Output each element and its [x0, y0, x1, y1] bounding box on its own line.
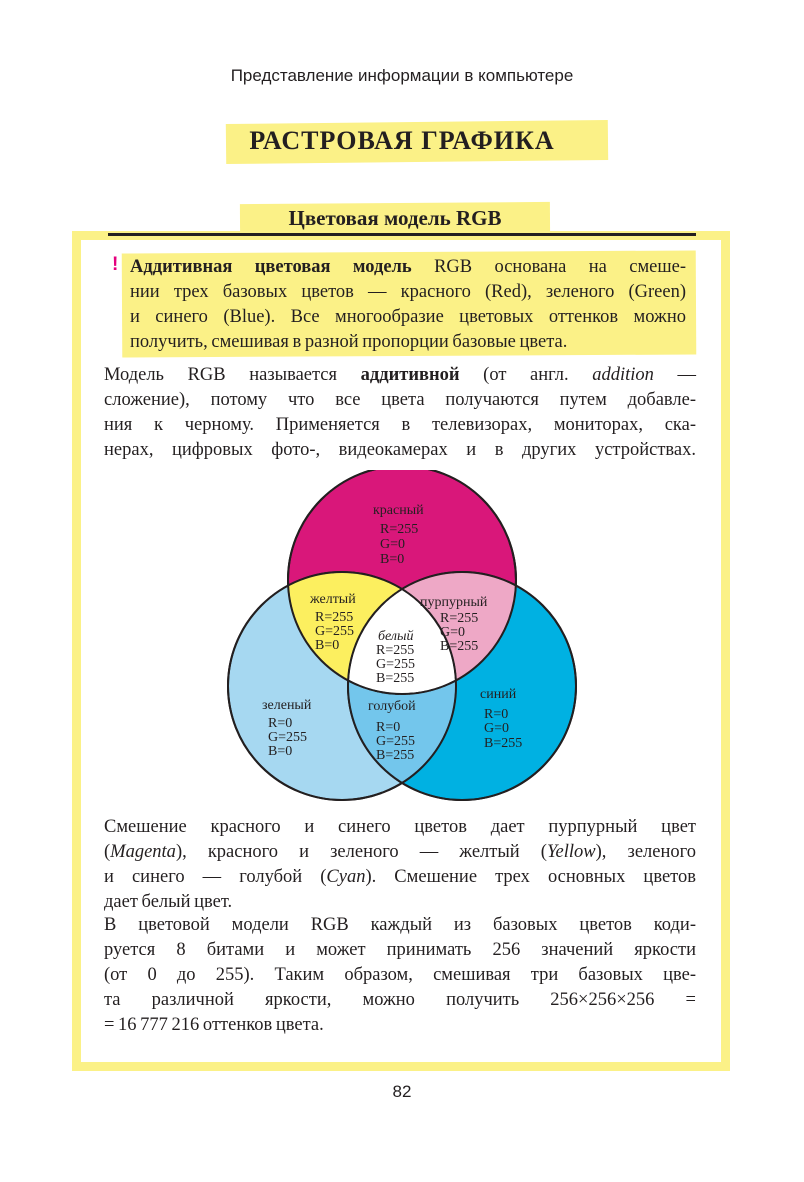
paragraph-line: сложение), потому что все цвета получаются путем добавле- — [104, 390, 696, 410]
italic-term: Yellow — [546, 842, 596, 862]
definition-line: и синего (Blue). Все многообразие цветовых оттенков можно — [130, 307, 686, 327]
bold-term: аддитивной — [360, 365, 460, 385]
magenta-label: пурпурный — [420, 595, 488, 610]
blue-g-value: G=0 — [484, 721, 510, 736]
text-run: ), красного и зеленого — желтый ( — [175, 842, 547, 862]
green-g-value: G=255 — [268, 730, 308, 745]
definition-line: нии трех базовых цветов — красного (Red), зеленого (Green) — [130, 282, 686, 302]
definition-line — [130, 255, 686, 280]
white-label: белый — [378, 629, 414, 644]
page-title: РАСТРОВАЯ ГРАФИКА — [249, 126, 555, 155]
blue-b-value: B=255 — [484, 736, 523, 751]
magenta-r-value: R=255 — [440, 611, 479, 626]
blue-label: синий — [480, 687, 517, 702]
page-number: 82 — [392, 1082, 412, 1101]
paragraph-encoding — [104, 913, 696, 1038]
paragraph-line: Смешение красного и синего цветов дает пурпурный цвет — [104, 817, 696, 837]
red-g-value: G=0 — [380, 537, 406, 552]
italic-term: Cyan — [326, 867, 366, 887]
red-r-value: R=255 — [380, 522, 419, 537]
paragraph-line: дает белый цвет. — [104, 892, 233, 912]
green-r-value: R=0 — [268, 716, 293, 731]
section-title: Цветовая модель RGB — [288, 206, 502, 230]
yellow-label: желтый — [310, 592, 356, 607]
cyan-b-value: B=255 — [376, 748, 415, 763]
green-b-value: B=0 — [268, 744, 293, 759]
text-run: Модель RGB называется — [104, 365, 361, 385]
paragraph-line: = 16 777 216 оттенков цвета. — [104, 1015, 324, 1035]
green-label: зеленый — [262, 698, 312, 713]
white-r-value: R=255 — [376, 643, 415, 658]
cyan-g-value: G=255 — [376, 734, 416, 749]
paragraph-additive — [104, 363, 696, 463]
text-run: — — [653, 365, 697, 385]
paragraph-line: та различной яркости, можно получить 256×256×256 = — [104, 990, 696, 1010]
red-b-value: B=0 — [380, 552, 405, 567]
text-run: (от англ. — [459, 365, 593, 385]
white-g-value: G=255 — [376, 657, 416, 672]
paragraph-line: В цветовой модели RGB каждый из базовых цветов коди- — [104, 915, 696, 935]
paragraph-mixing — [104, 815, 696, 915]
text-run: и синего — голубой ( — [104, 867, 327, 887]
text-run: ). Смешение трех основных цветов — [365, 867, 696, 887]
red-label: красный — [373, 503, 424, 518]
white-b-value: B=255 — [376, 671, 415, 686]
text-run: ), зеленого — [595, 842, 696, 862]
paragraph-line: ния к черному. Применяется в телевизорах, мониторах, ска- — [104, 415, 696, 435]
magenta-b-value: B=255 — [440, 639, 479, 654]
attention-mark: ! — [112, 254, 119, 275]
paragraph-line: (Magenta), красного и зеленого — желтый (Yellow), зеленого — [104, 842, 696, 862]
cyan-r-value: R=0 — [376, 720, 401, 735]
definition-text: RGB основана на смеше- — [411, 257, 686, 277]
italic-term: addition — [592, 365, 654, 385]
paragraph-line — [104, 363, 696, 388]
italic-term: Magenta — [110, 842, 176, 862]
section-rule — [108, 233, 696, 236]
definition-box — [130, 255, 686, 355]
blue-r-value: R=0 — [484, 707, 509, 722]
paragraph-line — [104, 865, 696, 890]
yellow-r-value: R=255 — [315, 610, 354, 625]
paragraph-line: (от 0 до 255). Таким образом, смешивая три базовых цве- — [104, 965, 696, 985]
yellow-b-value: B=0 — [315, 638, 340, 653]
running-head: Представление информации в компьютере — [230, 66, 574, 85]
paragraph-line: нерах, цифровых фото-, видеокамерах и в других устройствах. — [104, 440, 696, 460]
definition-term: Аддитивная цветовая модель — [130, 257, 412, 277]
paragraph-line: руется 8 битами и может принимать 256 значений яркости — [104, 940, 696, 960]
cyan-label: голубой — [368, 699, 416, 714]
definition-line: получить, смешивая в разной пропорции базовые цвета. — [130, 332, 568, 352]
yellow-g-value: G=255 — [315, 624, 355, 639]
magenta-g-value: G=0 — [440, 625, 466, 640]
rgb-venn-diagram — [220, 470, 584, 810]
